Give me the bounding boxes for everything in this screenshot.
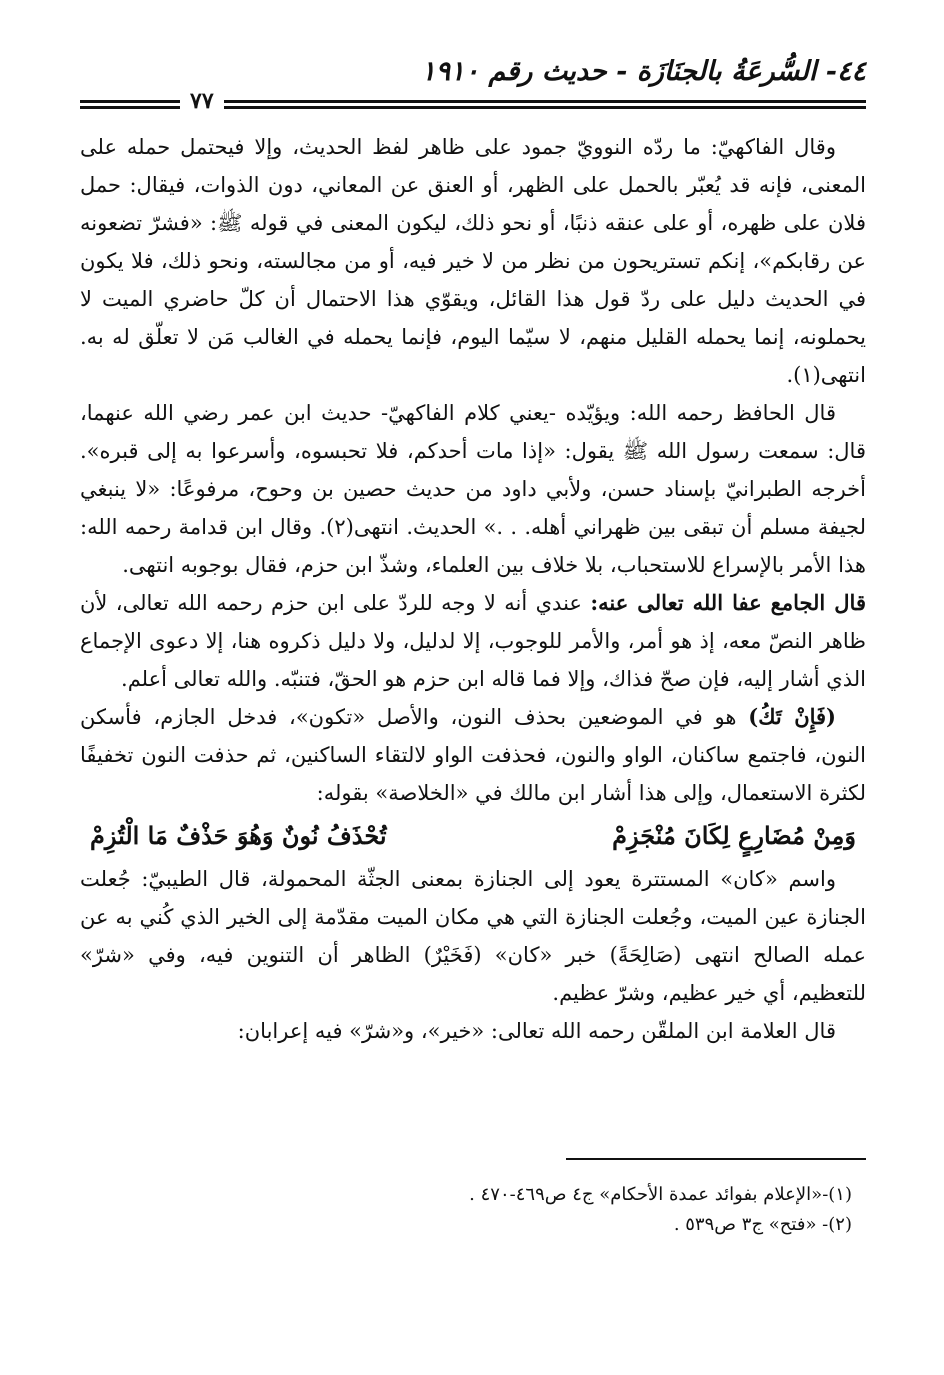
verse-first-hemistich: وَمِنْ مُضَارِعٍ لِكَانَ مُنْجَزِمْ [612,821,856,850]
paragraph-tibi: واسم «كان» المستترة يعود إلى الجنازة بمعنى الجثّة المحمولة، قال الطيبيّ: جُعلت الجنازة عين الميت، وجُعلت الجنازة التي هي مكان الميت مقدّمة إلى الخير الذي كُني به عن عمله الصالح انتهى (صَالِحَةً) خبر «كان» (فَخَيْرٌ) الظاهر أن التنوين فيه، وفي «شرّ» للتعظيم، أي خير عظيم، وشرّ عظيم. [80,867,866,1005]
footnote-2: (٢)- «فتح» ج٣ ص٥٣٩ . [673,1214,852,1235]
jami-lead: قال الجامع عفا الله تعالى عنه: [590,590,866,615]
jami-text: عندي أنه لا وجه للردّ على ابن حزم رحمه الله تعالى، لأن ظاهر النصّ معه، إذ هو أمر، والأمر للوجوب، إلا لدليل، ولا دليل ذكروه هنا، إلا دعوى الإجماع الذي أشار إليه، فإن صحّ فذاك، وإلا فما قاله ابن حزم هو الحقّ، فتنبّه. والله تعالى أعلم. [80,591,866,691]
page-header [80,56,866,122]
main-text [80,128,866,1050]
verse-second-hemistich: تُحْذَفُ نُونٌ وَهُوَ حَذْفٌ مَا الْتُزِمْ [90,821,387,850]
footnotes [80,1180,852,1240]
fain-tak-lead: (فَإِنْ تَكُ) [748,704,836,729]
fain-tak-text: هو في الموضعين بحذف النون، والأصل «تكون»، فدخل الجازم، فأسكن النون، فاجتمع ساكنان، الواو والنون، فحذفت الواو لالتقاء الساكنين، ثم حذفت النون تخفيفًا لكثرة الاستعمال، وإلى هذا أشار ابن مالك في «الخلاصة» بقوله: [80,705,866,805]
poetry-verse [80,812,866,860]
paragraph-fakihi: وقال الفاكهيّ: ما ردّه النوويّ جمود على ظاهر لفظ الحديث، وإلا فيحتمل حمله على المعنى، فإنه قد يُعبّر بالحمل على الظهر، أو العنق عن المعاني، دون الذوات، فيقال: حمل فلان على ظهره، أو على عنقه ذنبًا، أو نحو ذلك، ليكون المعنى في قوله ﷺ: «فشرّ تضعونه عن رقابكم»، إنكم تستريحون من نظر من لا خير فيه، أو من مجالسته، ونحو ذلك، فلا يكون في الحديث دليل على ردّ قول هذا القائل، ويقوّي هذا الاحتمال أن كلّ حاضري الميت لا يحملونه، إنما يحمله القليل منهم، لا سيّما اليوم، فإنما يحمله في الغالب مَن لا تعلّق له به. انتهى(١). [80,135,866,387]
page-number: ٧٧ [180,88,224,114]
paragraph-hafiz: قال الحافظ رحمه الله: ويؤيّده -يعني كلام الفاكهيّ- حديث ابن عمر رضي الله عنهما، قال: سمعت رسول الله ﷺ يقول: «إذا مات أحدكم، فلا تحبسوه، وأسرعوا به إلى قبره». أخرجه الطبرانيّ بإسناد حسن، ولأبي داود من حديث حصين بن وحوح، مرفوعًا: «لا ينبغي لجيفة مسلم أن تبقى بين ظهراني أهله. . .» الحديث. انتهى(٢). وقال ابن قدامة رحمه الله: هذا الأمر بالإسراع للاستحباب، بلا خلاف بين العلماء، وشذّ ابن حزم، فقال بوجوبه انتهى. [80,401,866,577]
footnote-rule [566,1158,866,1160]
running-title: ٤٤- السُّرعَةُ بالجنَازَة - حديث رقم ١٩١٠ [421,56,866,87]
paragraph-mulaqqin: قال العلامة ابن الملقّن رحمه الله تعالى: «خير»، و«شرّ» فيه إعرابان: [237,1019,836,1043]
paragraph-jami [80,584,866,698]
footnote-1: (١)-«الإعلام بفوائد عمدة الأحكام» ج٤ ص٤٦٩-٤٧٠ . [469,1184,852,1205]
book-page [80,56,866,1043]
paragraph-fain-tak [80,698,866,812]
